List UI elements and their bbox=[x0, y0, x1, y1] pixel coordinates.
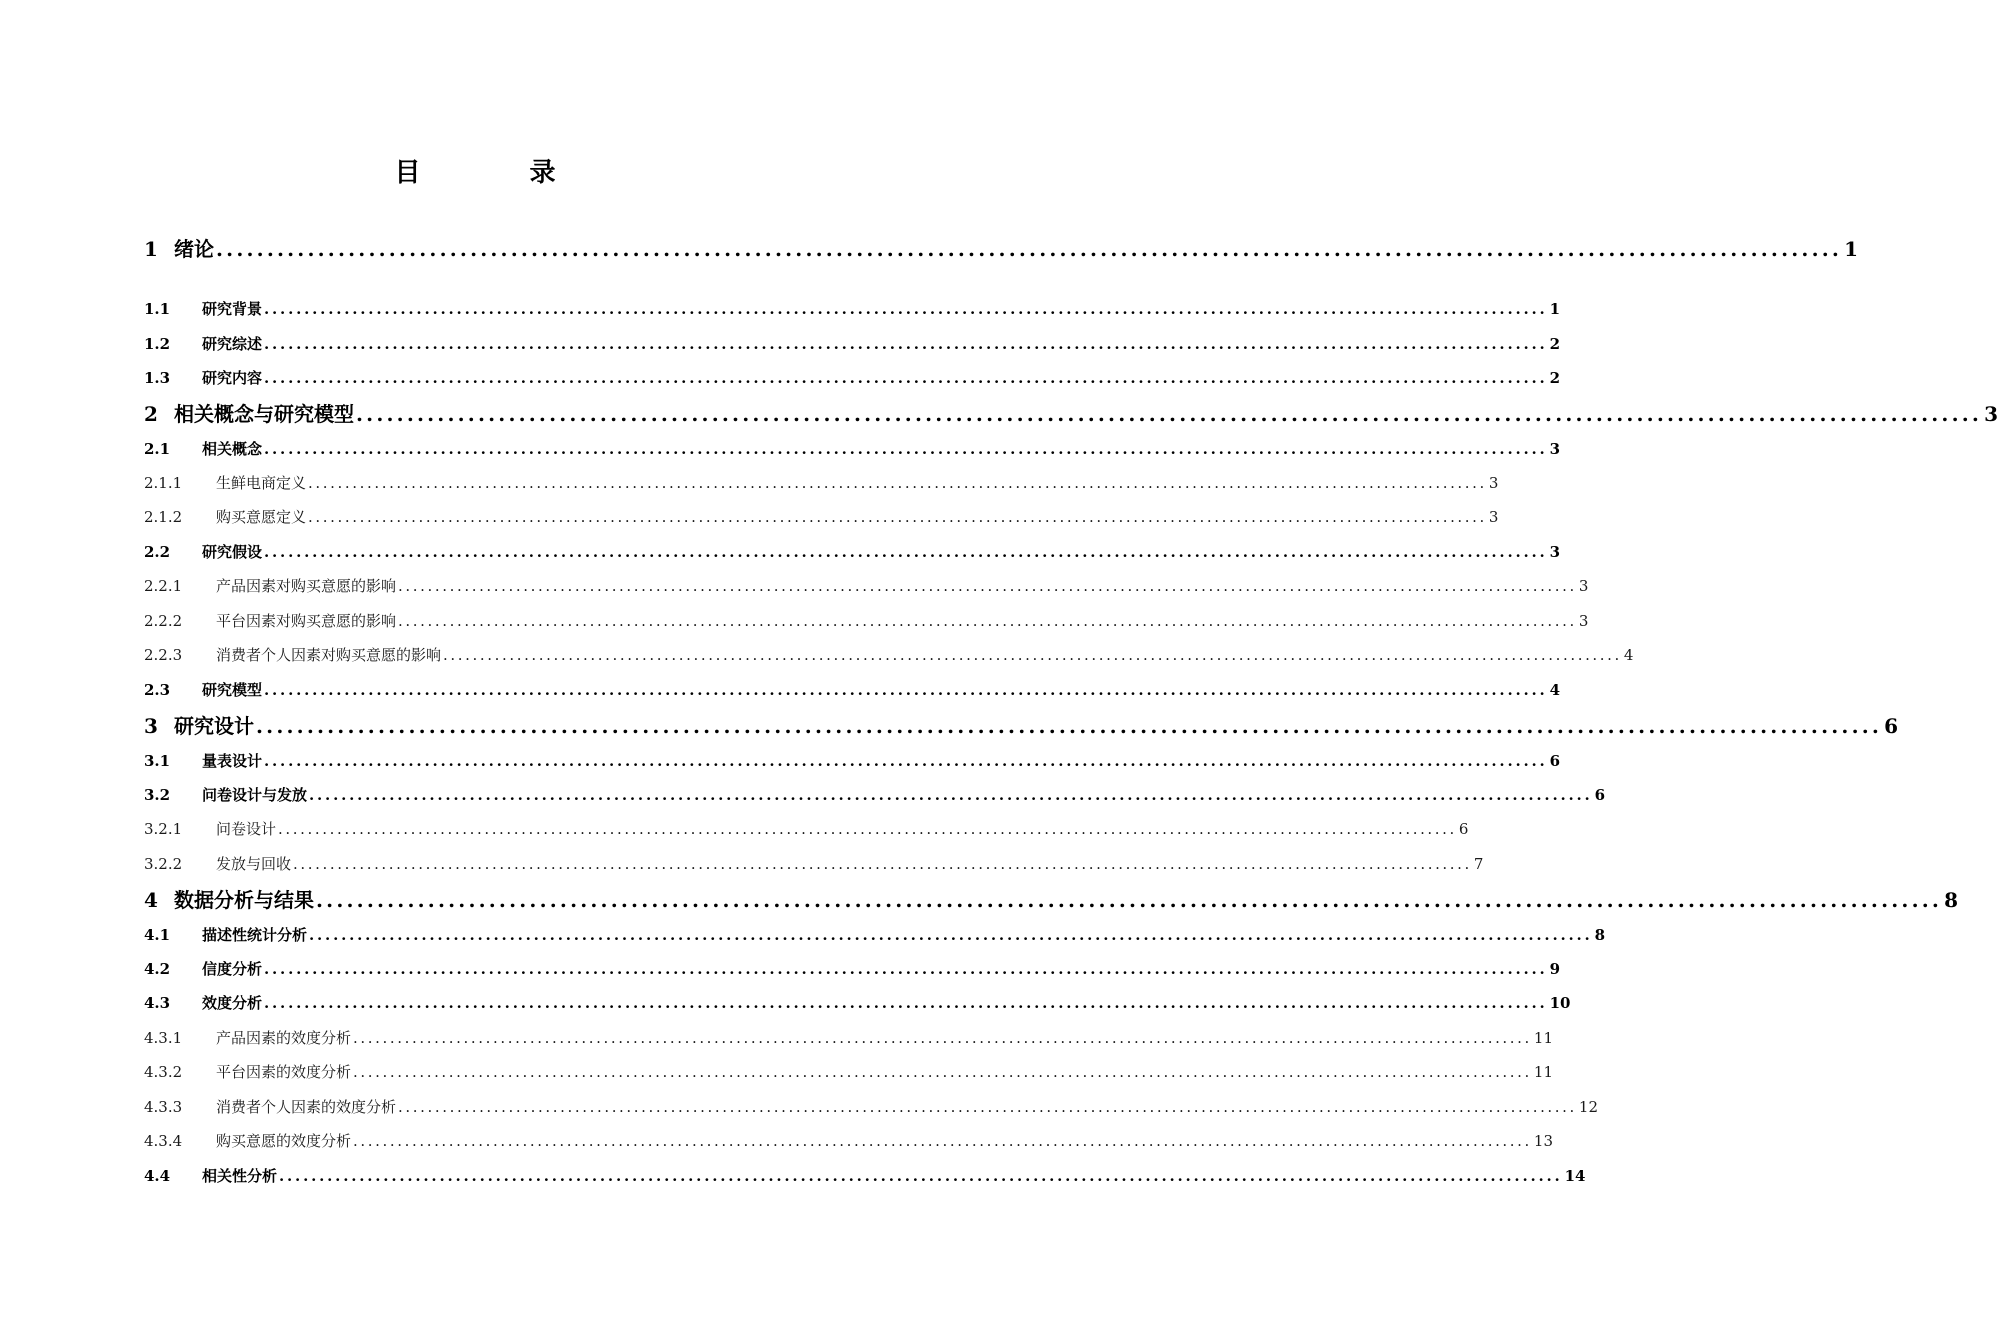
toc-entry-title: 信度分析 bbox=[202, 960, 263, 978]
toc-entry-number: 4.3.1 bbox=[144, 1029, 183, 1047]
toc-entry[interactable] bbox=[144, 1060, 1553, 1084]
toc-entry-page-number: 6 bbox=[1884, 714, 1898, 738]
toc-entry-title: 问卷设计 bbox=[216, 820, 277, 838]
toc-entry-title: 量表设计 bbox=[202, 752, 263, 770]
toc-dot-leader: ................................................................................................................................................................ bbox=[309, 926, 1593, 944]
toc-dot-leader: ................................................................................................................................................................ bbox=[316, 888, 1943, 912]
toc-entry-title: 相关概念与研究模型 bbox=[174, 402, 354, 426]
toc-entry-number: 1 bbox=[144, 237, 158, 261]
toc-entry-number: 4.2 bbox=[144, 960, 171, 978]
toc-dot-leader: ................................................................................................................................................................ bbox=[264, 543, 1548, 561]
toc-entry-page-number: 3 bbox=[1549, 440, 1560, 458]
toc-dot-leader: ................................................................................................................................................................ bbox=[278, 820, 1457, 838]
toc-entry-number: 3.2 bbox=[144, 786, 171, 804]
toc-entry-page-number: 6 bbox=[1458, 820, 1469, 838]
toc-dot-leader: ................................................................................................................................................................ bbox=[279, 1167, 1563, 1185]
toc-entry-title: 相关概念 bbox=[202, 440, 263, 458]
toc-entry-number: 2.3 bbox=[144, 681, 171, 699]
toc-entry[interactable] bbox=[144, 574, 1589, 598]
toc-entry-title: 平台因素的效度分析 bbox=[216, 1063, 352, 1081]
toc-entry[interactable] bbox=[144, 1095, 1598, 1119]
toc-entry[interactable] bbox=[144, 399, 1998, 429]
toc-dot-leader: ................................................................................................................................................................ bbox=[398, 1098, 1577, 1116]
toc-dot-leader: ................................................................................................................................................................ bbox=[443, 646, 1622, 664]
toc-dot-leader: ................................................................................................................................................................ bbox=[309, 786, 1593, 804]
toc-entry-number: 1.3 bbox=[144, 369, 171, 387]
toc-entry-number: 2.2.3 bbox=[144, 646, 183, 664]
toc-entry-title: 研究模型 bbox=[202, 681, 263, 699]
toc-entry[interactable] bbox=[144, 991, 1571, 1015]
toc-entry-number: 4 bbox=[144, 888, 158, 912]
toc-entry[interactable] bbox=[144, 885, 1958, 915]
toc-entry[interactable] bbox=[144, 1129, 1553, 1153]
toc-entry-title: 研究内容 bbox=[202, 369, 263, 387]
toc-entry-number: 4.4 bbox=[144, 1167, 171, 1185]
toc-entry-title: 问卷设计与发放 bbox=[202, 786, 308, 804]
toc-entry[interactable] bbox=[144, 852, 1484, 876]
toc-entry-page-number: 11 bbox=[1533, 1063, 1553, 1081]
toc-entry[interactable] bbox=[144, 749, 1560, 773]
toc-dot-leader: ................................................................................................................................................................ bbox=[308, 474, 1487, 492]
toc-entry-page-number: 3 bbox=[1549, 543, 1560, 561]
toc-dot-leader: ................................................................................................................................................................ bbox=[216, 237, 1843, 261]
toc-dot-leader: ................................................................................................................................................................ bbox=[264, 335, 1548, 353]
toc-entry-title: 消费者个人因素的效度分析 bbox=[216, 1098, 397, 1116]
toc-entry-number: 3.2.2 bbox=[144, 855, 183, 873]
toc-entry-title: 研究综述 bbox=[202, 335, 263, 353]
toc-entry-page-number: 7 bbox=[1473, 855, 1484, 873]
toc-entry-number: 2.1 bbox=[144, 440, 171, 458]
toc-dot-leader: ................................................................................................................................................................ bbox=[264, 681, 1548, 699]
toc-entry[interactable] bbox=[144, 540, 1560, 564]
toc-entry-page-number: 9 bbox=[1549, 960, 1560, 978]
toc-entry-page-number: 1 bbox=[1844, 237, 1858, 261]
toc-entry-page-number: 12 bbox=[1578, 1098, 1598, 1116]
toc-dot-leader: ................................................................................................................................................................ bbox=[264, 994, 1548, 1012]
toc-entry[interactable] bbox=[144, 783, 1605, 807]
toc-entry-page-number: 3 bbox=[1578, 577, 1589, 595]
toc-entry-number: 2.1.1 bbox=[144, 474, 183, 492]
toc-dot-leader: ................................................................................................................................................................ bbox=[398, 612, 1577, 630]
toc-dot-leader: ................................................................................................................................................................ bbox=[264, 300, 1548, 318]
toc-dot-leader: ................................................................................................................................................................ bbox=[356, 402, 1983, 426]
toc-entry-page-number: 4 bbox=[1549, 681, 1560, 699]
toc-entry[interactable] bbox=[144, 817, 1469, 841]
toc-entry-page-number: 2 bbox=[1549, 369, 1560, 387]
toc-entry-title: 产品因素的效度分析 bbox=[216, 1029, 352, 1047]
toc-entry-number: 2.1.2 bbox=[144, 508, 183, 526]
toc-entry[interactable] bbox=[144, 1164, 1586, 1188]
toc-dot-leader: ................................................................................................................................................................ bbox=[264, 440, 1548, 458]
toc-entry-page-number: 3 bbox=[1984, 402, 1998, 426]
toc-entry[interactable] bbox=[144, 366, 1560, 390]
toc-entry-title: 效度分析 bbox=[202, 994, 263, 1012]
toc-dot-leader: ................................................................................................................................................................ bbox=[353, 1063, 1532, 1081]
toc-entry-title: 相关性分析 bbox=[202, 1167, 278, 1185]
toc-entry-title: 消费者个人因素对购买意愿的影响 bbox=[216, 646, 442, 664]
toc-entry[interactable] bbox=[144, 923, 1605, 947]
toc-entry-number: 3 bbox=[144, 714, 158, 738]
toc-entry-page-number: 3 bbox=[1578, 612, 1589, 630]
toc-entry-number: 3.2.1 bbox=[144, 820, 183, 838]
toc-dot-leader: ................................................................................................................................................................ bbox=[293, 855, 1472, 873]
toc-entry[interactable] bbox=[144, 471, 1499, 495]
toc-dot-leader: ................................................................................................................................................................ bbox=[353, 1132, 1532, 1150]
toc-entry[interactable] bbox=[144, 332, 1560, 356]
toc-entry-page-number: 4 bbox=[1623, 646, 1634, 664]
toc-entry-page-number: 3 bbox=[1488, 508, 1499, 526]
toc-entry-page-number: 2 bbox=[1549, 335, 1560, 353]
toc-entry-title: 描述性统计分析 bbox=[202, 926, 308, 944]
toc-entry-number: 2.2.1 bbox=[144, 577, 183, 595]
toc-dot-leader: ................................................................................................................................................................ bbox=[264, 369, 1548, 387]
toc-entry[interactable] bbox=[144, 643, 1634, 667]
toc-entry-page-number: 8 bbox=[1944, 888, 1958, 912]
toc-dot-leader: ................................................................................................................................................................ bbox=[256, 714, 1883, 738]
toc-entry[interactable] bbox=[144, 711, 1898, 741]
toc-entry-page-number: 8 bbox=[1594, 926, 1605, 944]
toc-entry[interactable] bbox=[144, 234, 1858, 264]
toc-entry-number: 2.2 bbox=[144, 543, 171, 561]
toc-entry-title: 购买意愿的效度分析 bbox=[216, 1132, 352, 1150]
toc-entry-title: 数据分析与结果 bbox=[174, 888, 314, 912]
toc-entry-title: 研究设计 bbox=[174, 714, 254, 738]
toc-entry[interactable] bbox=[144, 505, 1499, 529]
toc-dot-leader: ................................................................................................................................................................ bbox=[398, 577, 1577, 595]
toc-entry-page-number: 13 bbox=[1533, 1132, 1553, 1150]
toc-entry-title: 平台因素对购买意愿的影响 bbox=[216, 612, 397, 630]
toc-entry[interactable] bbox=[144, 437, 1560, 461]
toc-entry-number: 4.3.3 bbox=[144, 1098, 183, 1116]
toc-entry-title: 产品因素对购买意愿的影响 bbox=[216, 577, 397, 595]
toc-entry-title: 研究假设 bbox=[202, 543, 263, 561]
toc-entry[interactable] bbox=[144, 1026, 1553, 1050]
toc-entry[interactable] bbox=[144, 609, 1589, 633]
toc-entry-number: 4.3 bbox=[144, 994, 171, 1012]
toc-entry-page-number: 3 bbox=[1488, 474, 1499, 492]
toc-entry-number: 1.1 bbox=[144, 300, 171, 318]
toc-entry-number: 3.1 bbox=[144, 752, 171, 770]
toc-entry-number: 4.3.2 bbox=[144, 1063, 183, 1081]
toc-dot-leader: ................................................................................................................................................................ bbox=[353, 1029, 1532, 1047]
toc-dot-leader: ................................................................................................................................................................ bbox=[264, 752, 1548, 770]
toc-entry-title: 发放与回收 bbox=[216, 855, 292, 873]
toc-dot-leader: ................................................................................................................................................................ bbox=[308, 508, 1487, 526]
toc-entry-page-number: 14 bbox=[1564, 1167, 1586, 1185]
toc-dot-leader: ................................................................................................................................................................ bbox=[264, 960, 1548, 978]
toc-entry-title: 购买意愿定义 bbox=[216, 508, 307, 526]
toc-entry-page-number: 6 bbox=[1594, 786, 1605, 804]
toc-entry-page-number: 11 bbox=[1533, 1029, 1553, 1047]
toc-entry-number: 4.3.4 bbox=[144, 1132, 183, 1150]
toc-entry-number: 4.1 bbox=[144, 926, 171, 944]
toc-entry[interactable] bbox=[144, 297, 1560, 321]
toc-entry-page-number: 1 bbox=[1549, 300, 1560, 318]
toc-entry-title: 生鲜电商定义 bbox=[216, 474, 307, 492]
toc-entry-title: 绪论 bbox=[174, 237, 214, 261]
toc-entry-number: 2.2.2 bbox=[144, 612, 183, 630]
toc-entry[interactable] bbox=[144, 957, 1560, 981]
toc-entry-page-number: 10 bbox=[1549, 994, 1571, 1012]
toc-entry-title: 研究背景 bbox=[202, 300, 263, 318]
toc-entry-page-number: 6 bbox=[1549, 752, 1560, 770]
toc-title: 目 录 bbox=[394, 158, 606, 188]
toc-entry[interactable] bbox=[144, 678, 1560, 702]
toc-entry-number: 2 bbox=[144, 402, 158, 426]
toc-entry-number: 1.2 bbox=[144, 335, 171, 353]
